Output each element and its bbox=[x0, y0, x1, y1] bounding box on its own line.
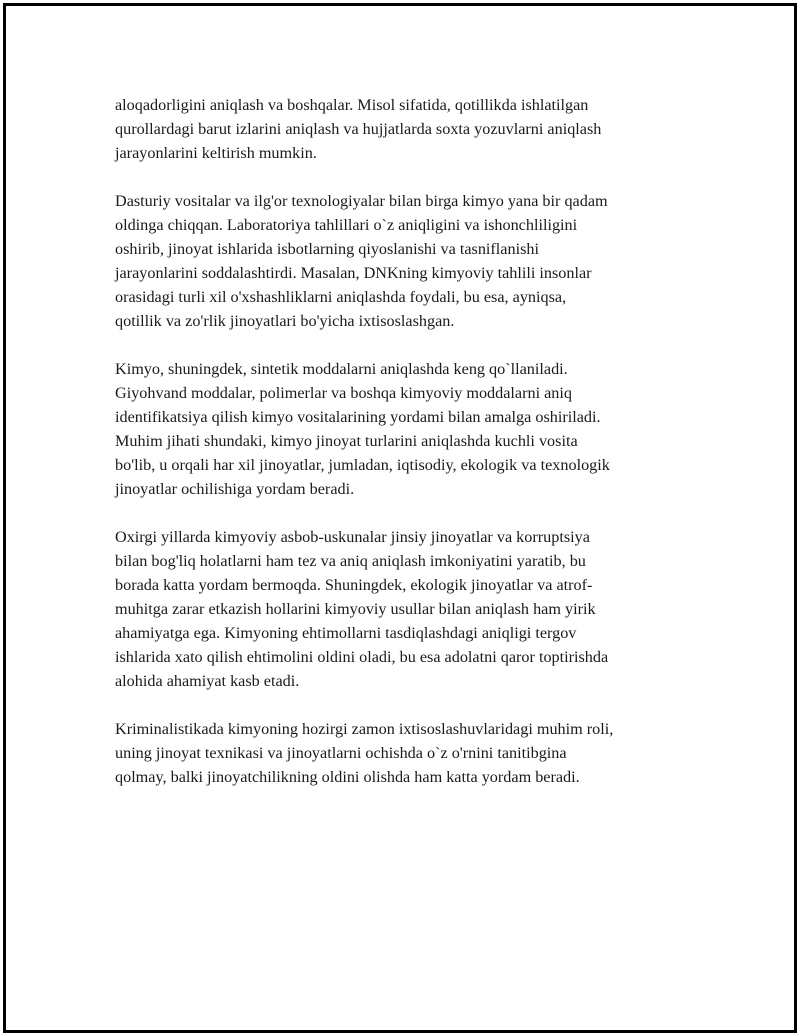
paragraph-3: Kimyo, shuningdek, sintetik moddalarni aniqlashda keng qo`llaniladi. Giyohvand moddalar, polimerlar va boshqa kimyoviy moddalarni aniq identifikatsiya qilish kimyo vositalarining yordami bilan amalga oshiriladi. Muhim jihati shundaki, kimyo jinoyat turlarini aniqlashda kuchli vosita bo'lib, u orqali har xil jinoyatlar, jumladan, iqtisodiy, ekologik va texnologik jinoyatlar ochilishiga yordam beradi. bbox=[115, 360, 610, 498]
paragraph-4: Oxirgi yillarda kimyoviy asbob-uskunalar jinsiy jinoyatlar va korruptsiya bilan bog'liq holatlarni ham tez va aniq aniqlash imkoniyatini yaratib, bu borada katta yordam bermoqda. Shuningdek, ekologik jinoyatlar va atrof- muhitga zarar etkazish hollarini kimyoviy usullar bilan aniqlash ham yirik ahamiyatga ega. Kimyoning ehtimollarni tasdiqlashdagi aniqligi tergov ishlarida xato qilish ehtimolini oldini oladi, bu esa adolatni qaror toptirishda alohida ahamiyat kasb etadi. bbox=[115, 528, 609, 690]
paragraph-2: Dasturiy vositalar va ilg'or texnologiyalar bilan birga kimyo yana bir qadam oldinga chiqqan. Laboratoriya tahlillari o`z aniqligini va ishonchliligini oshirib, jinoyat ishlarida isbotlarning qiyoslanishi va tasniflanishi jarayonlarini soddalashtirdi. Masalan, DNKning kimyoviy tahlili insonlar orasidagi turli xil o'xshashliklarni aniqlashda foydali, bu esa, ayniqsa, qotillik va zo'rlik jinoyatlari bo'yicha ixtisoslashgan. bbox=[115, 192, 608, 330]
document-body bbox=[115, 93, 695, 813]
paragraph-5: Kriminalistikada kimyoning hozirgi zamon ixtisoslashuvlaridagi muhim roli, uning jinoyat texnikasi va jinoyatlarni ochishda o`z o'rnini tanitibgina qolmay, balki jinoyatchilikning oldini olishda ham katta yordam beradi. bbox=[115, 720, 614, 786]
paragraph-1: aloqadorligini aniqlash va boshqalar. Misol sifatida, qotillikda ishlatilgan qurollardagi barut izlarini aniqlash va hujjatlarda soxta yozuvlarni aniqlash jarayonlarini keltirish mumkin. bbox=[115, 96, 602, 162]
